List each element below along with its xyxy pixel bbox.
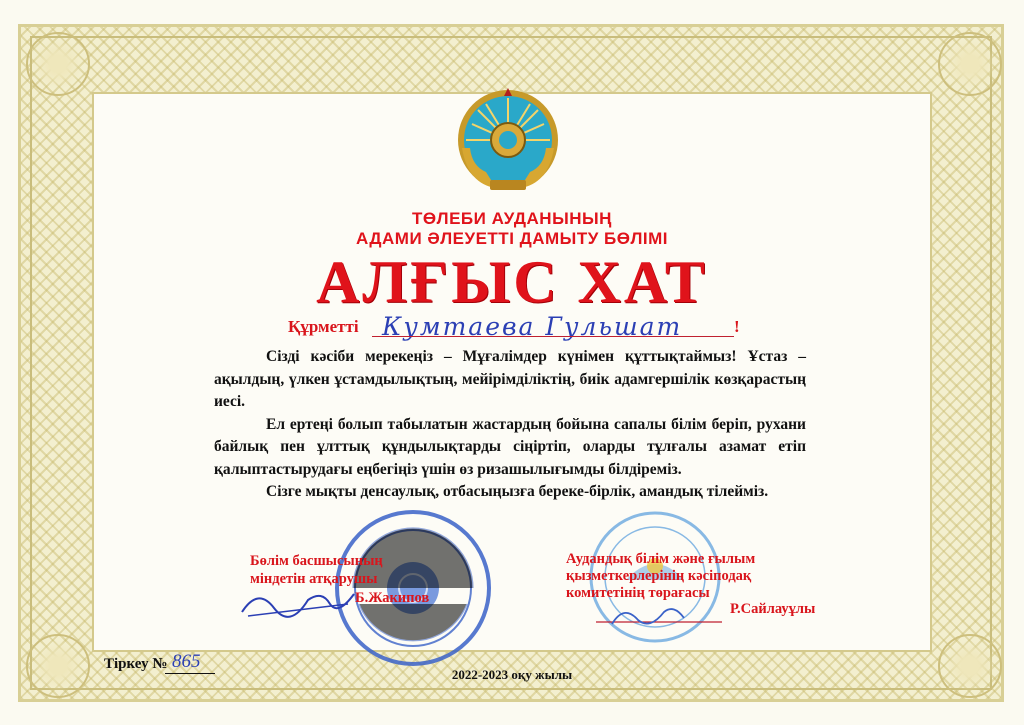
body-paragraph-2: Ел ертеңі болып табылатын жастардың бойына сапалы білім беріп, рухани байлық пен ұлттық құндылықтарды сіңіртіп, оларды тұлғалы азамат етіп қалыптастырудағы еңбегіңіз үшін өз ризашылығымды білдіреміз. [214,415,806,478]
registration-label: Тіркеу № [104,656,168,672]
corner-ornament [26,634,90,698]
recipient-name: Кумтаева Гульшат [382,312,683,341]
academic-year: 2022-2023 оқу жылы [451,667,573,682]
corner-ornament [938,32,1002,96]
department-name-line1: ТӨЛЕБИ АУДАНЫНЫҢ [412,209,612,228]
right-title-line3: комитетінің төрағасы [566,585,710,601]
salutation-exclamation: ! [734,317,740,336]
state-emblem-icon [456,88,560,196]
left-signatory-name: Б.Жакипов [355,590,430,606]
salutation: Құрметті [288,317,359,336]
left-title-line1: Бөлім басшысының [250,553,383,569]
corner-ornament [938,634,1002,698]
department-name-line2: АДАМИ ӘЛЕУЕТТІ ДАМЫТУ БӨЛІМІ [356,229,668,248]
registration-number: 865 [172,651,201,672]
right-signatory-name: Р.Сайлауұлы [730,601,816,617]
corner-ornament [26,32,90,96]
right-signatory-title [566,551,755,602]
right-title-line1: Аудандық білім және ғылым [566,551,756,567]
right-title-line2: қызметкерлерінің кәсіподақ [566,568,752,584]
name-underline [372,336,734,337]
body-paragraph-3: Сізге мықты денсаулық, отбасыңызға береке-бірлік, амандық тілейміз. [266,483,769,500]
body-paragraph-1: Сізді кәсіби мерекеңіз – Мұғалімдер күнімен құттықтаймыз! Ұстаз – ақылдың, үлкен ұстамдылықтың, мейірімділіктің, биік адамгершілік көзқарастың иесі. [214,348,806,410]
left-signature-icon [238,582,358,622]
left-title-line2: міндетін атқарушы [250,571,378,587]
letter-body [214,346,806,504]
right-signature-icon [594,600,724,632]
document-title: АЛҒЫС ХАТ [316,249,708,315]
